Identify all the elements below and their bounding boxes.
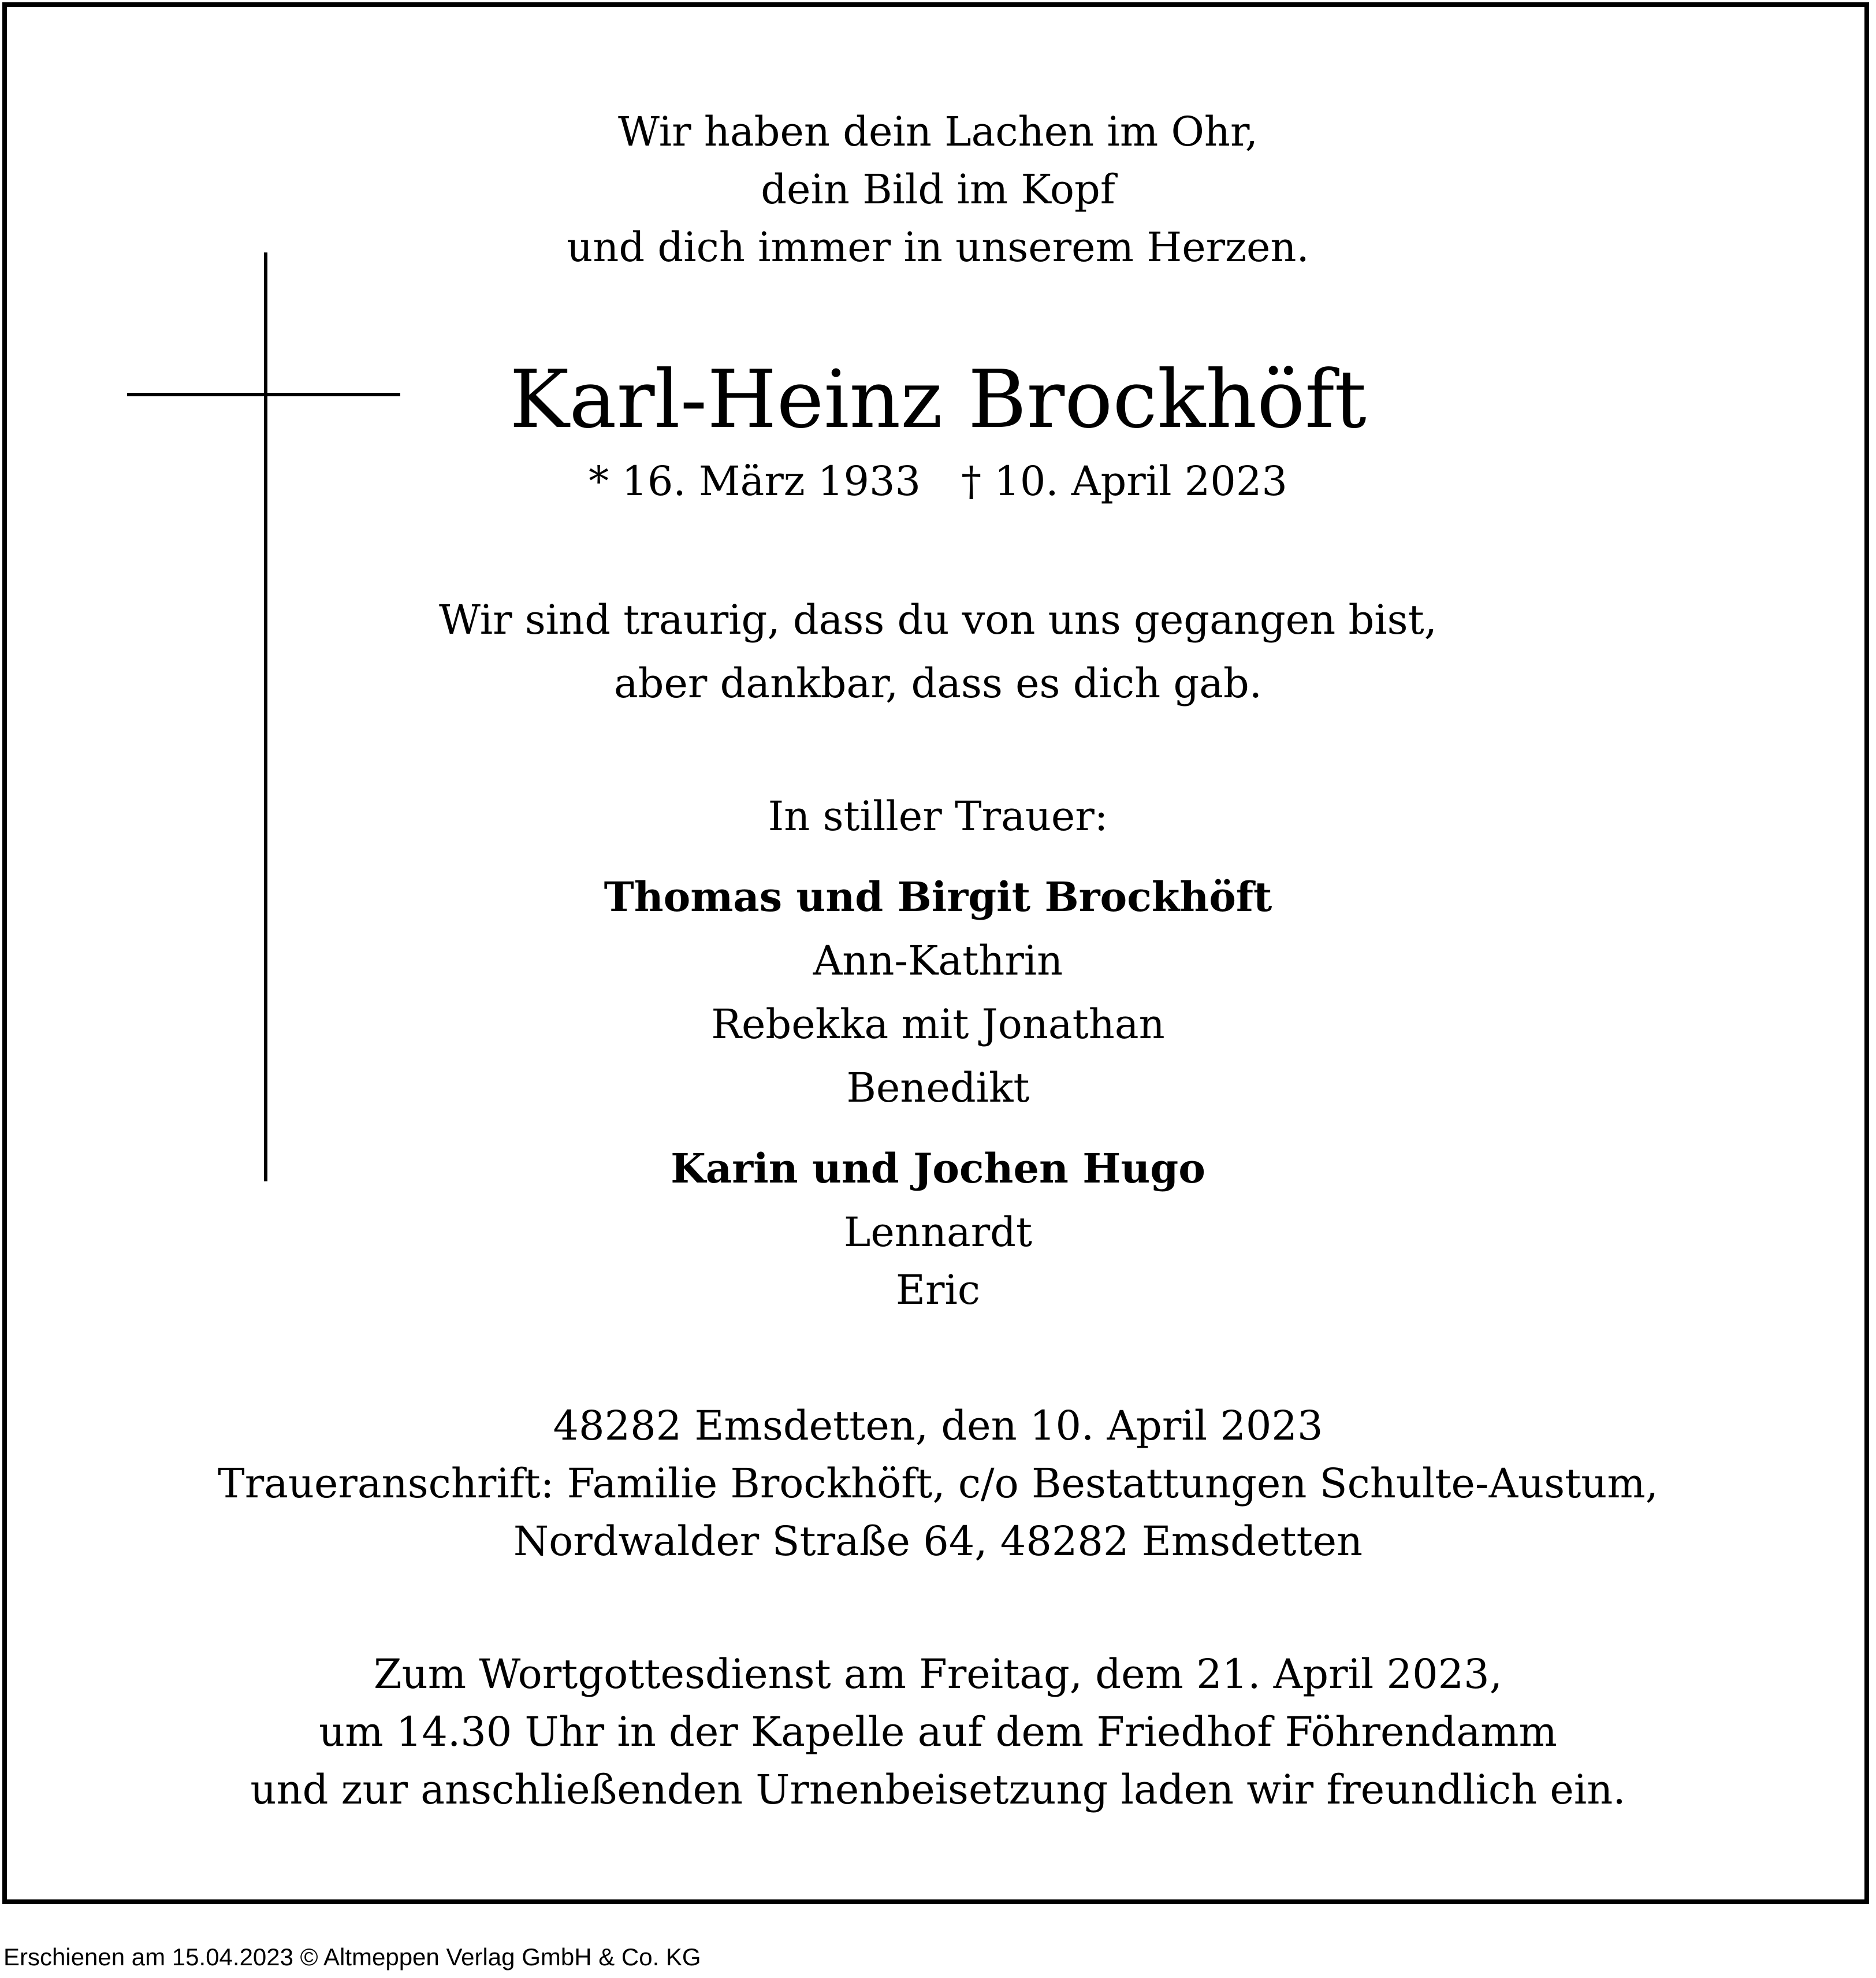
verse-line-1: Wir sind traurig, dass du von uns gegangen bist, bbox=[439, 596, 1437, 644]
address-line-1: Traueranschrift: Familie Brockhöft, c/o Bestattungen Schulte-Austum, bbox=[218, 1460, 1658, 1507]
motto-line-2: dein Bild im Kopf bbox=[761, 166, 1115, 213]
birth-date: * 16. März 1933 bbox=[589, 458, 921, 505]
address-line-2: Nordwalder Straße 64, 48282 Emsdetten bbox=[513, 1518, 1363, 1565]
family-1-member-2: Rebekka mit Jonathan bbox=[711, 1001, 1165, 1048]
service-line-2: um 14.30 Uhr in der Kapelle auf dem Friedhof Föhrendamm bbox=[319, 1708, 1557, 1756]
deceased-name: Karl-Heinz Brockhöft bbox=[509, 353, 1367, 446]
family-2-member-1: Lennardt bbox=[843, 1209, 1033, 1256]
family-1-head: Thomas und Birgit Brockhöft bbox=[604, 873, 1272, 921]
family-1-member-3: Benedikt bbox=[846, 1064, 1030, 1111]
life-dates bbox=[0, 452, 1876, 510]
motto-line-1: Wir haben dein Lachen im Ohr, bbox=[618, 108, 1258, 155]
family-2-member-2: Eric bbox=[895, 1266, 981, 1314]
service-line-3: und zur anschließenden Urnenbeisetzung laden wir freundlich ein. bbox=[250, 1766, 1626, 1813]
publication-footer: Erschienen am 15.04.2023 © Altmeppen Verlag GmbH & Co. KG bbox=[3, 1943, 701, 1970]
service-line-1: Zum Wortgottesdienst am Freitag, dem 21. April 2023, bbox=[374, 1650, 1502, 1698]
mourning-intro: In stiller Trauer: bbox=[768, 793, 1108, 840]
verse-line-2: aber dankbar, dass es dich gab. bbox=[613, 660, 1263, 707]
motto-line-3: und dich immer in unserem Herzen. bbox=[567, 224, 1309, 271]
family-2-head: Karin und Jochen Hugo bbox=[671, 1144, 1205, 1192]
death-date: † 10. April 2023 bbox=[961, 458, 1287, 505]
family-1-member-1: Ann-Kathrin bbox=[813, 937, 1063, 984]
place-date: 48282 Emsdetten, den 10. April 2023 bbox=[553, 1402, 1323, 1449]
